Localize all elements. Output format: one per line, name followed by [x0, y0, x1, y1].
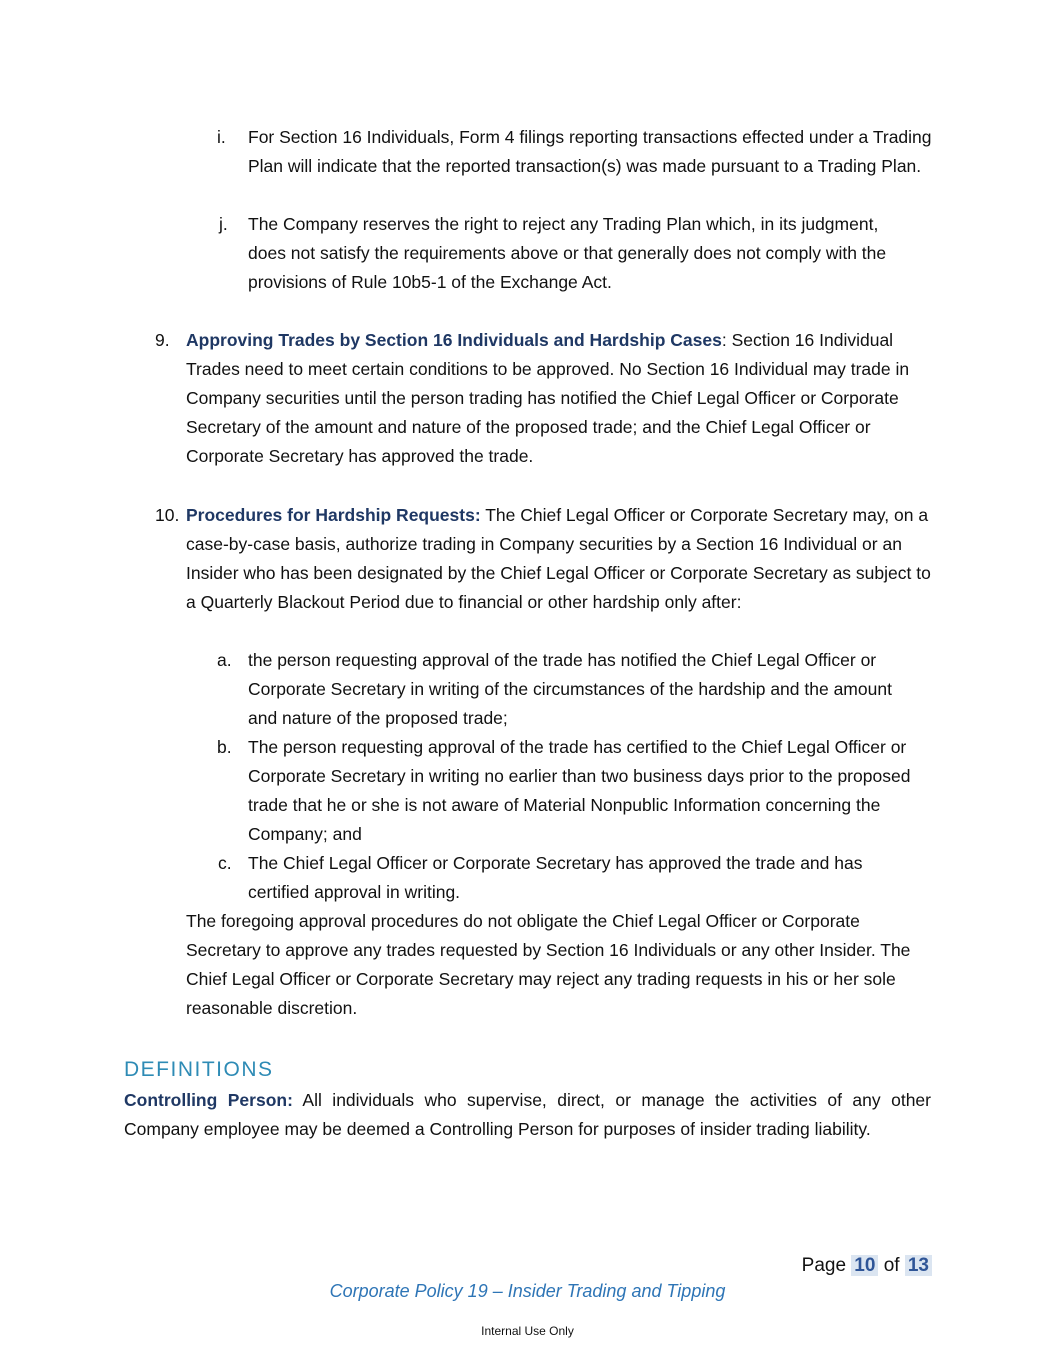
- section-9-text: : Section 16 Individual Trades need to meet certain conditions to be approved. No Section 16 Individual may trade in Company securities until the person trading has notified the Chief Legal Officer or Corporate Secretary of the amount and nature of the proposed trade; and the Chief Legal Officer or Corporate Secretary has approved the trade.: [186, 330, 910, 466]
- section-10-paragraph: [186, 501, 934, 617]
- definition-text: All individuals who supervise, direct, or manage the activities of any other Company employee may be deemed a Controlling Person for purposes of insider trading liability.: [124, 1090, 931, 1139]
- definition-term: Controlling Person:: [124, 1090, 293, 1110]
- list-marker-j: j.: [219, 214, 228, 234]
- section-9-paragraph: [186, 326, 926, 471]
- footer-classification: Internal Use Only: [481, 1324, 574, 1338]
- page-counter: [802, 1252, 932, 1280]
- section-10-closing: The foregoing approval procedures do not obligate the Chief Legal Officer or Corporate Secretary to approve any trades requested by Section 16 Individuals or any other Insider. The Chief Legal Officer or Corporate Secretary may reject any trading requests in his or her sole reasonable discretion.: [186, 911, 911, 1018]
- section-9-heading: Approving Trades by Section 16 Individuals and Hardship Cases: [186, 330, 722, 350]
- total-page-number: 13: [905, 1255, 932, 1276]
- list-marker-i: i.: [217, 127, 226, 147]
- list-marker-a: a.: [217, 650, 232, 670]
- section-10-heading: Procedures for Hardship Requests:: [186, 505, 481, 525]
- list-marker-c: c.: [218, 853, 232, 873]
- list-item-i: For Section 16 Individuals, Form 4 filings reporting transactions effected under a Trading Plan will indicate that the reported transaction(s) was made pursuant to a Trading Plan.: [248, 127, 932, 176]
- list-item-c: The Chief Legal Officer or Corporate Secretary has approved the trade and has certified approval in writing.: [248, 853, 863, 902]
- current-page-number: 10: [851, 1255, 878, 1276]
- footer-policy-title: Corporate Policy 19 – Insider Trading and Tipping: [329, 1281, 726, 1301]
- definition-controlling-person: [124, 1086, 931, 1144]
- list-item-b: The person requesting approval of the trade has certified to the Chief Legal Officer or Corporate Secretary in writing no earlier than two business days prior to the proposed trade that he or she is not aware of Material Nonpublic Information concerning the Company; and: [248, 737, 911, 844]
- section-10-number: 10.: [155, 505, 180, 525]
- section-9-number: 9.: [155, 330, 170, 350]
- page-label: Page: [801, 1255, 847, 1276]
- of-label: of: [883, 1255, 900, 1276]
- list-item-j: The Company reserves the right to reject any Trading Plan which, in its judgment, does not satisfy the requirements above or that generally does not comply with the provisions of Rule 10b5-1 of the Exchange Act.: [248, 214, 887, 292]
- section-10-text: The Chief Legal Officer or Corporate Secretary may, on a case-by-case basis, authorize trading in Company securities by a Section 16 Individual or an Insider who has been designated by the Chief Legal Officer or Corporate Secretary as subject to a Quarterly Blackout Period due to financial or other hardship only after:: [186, 505, 931, 612]
- list-marker-b: b.: [217, 737, 232, 757]
- definitions-heading: DEFINITIONS: [124, 1058, 274, 1081]
- list-item-a: the person requesting approval of the trade has notified the Chief Legal Officer or Corporate Secretary in writing of the circumstances of the hardship and the amount and nature of the proposed trade;: [248, 650, 892, 728]
